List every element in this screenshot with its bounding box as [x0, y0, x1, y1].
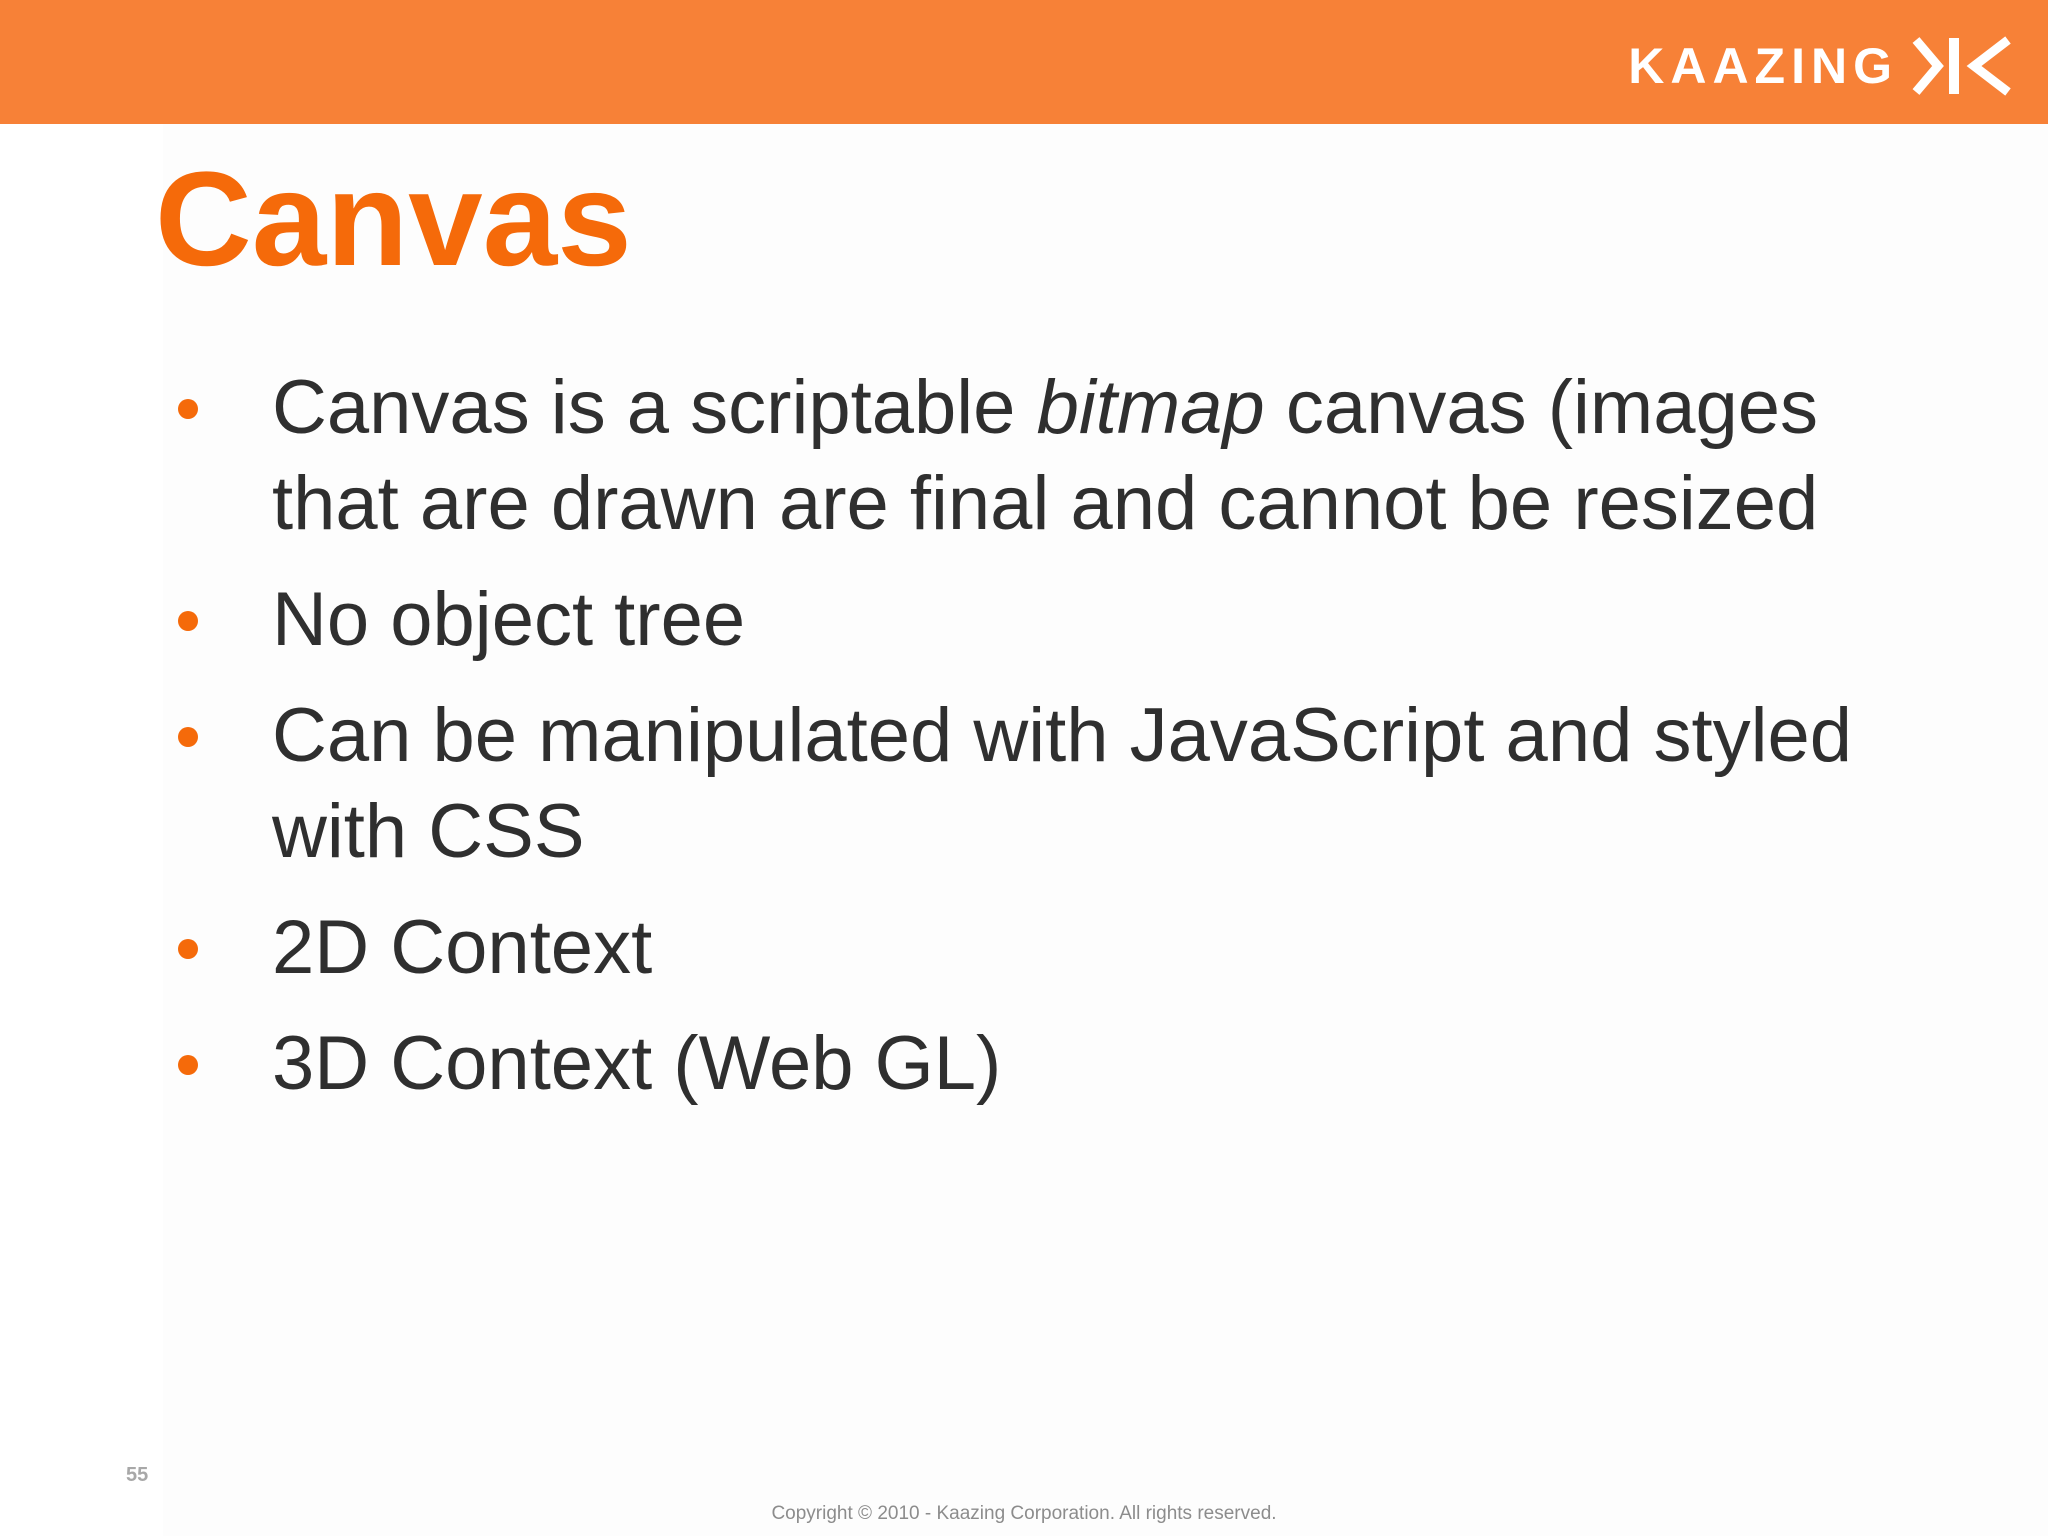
header-bar: [0, 0, 2048, 124]
bullet-text: [272, 572, 745, 668]
copyright-notice: Copyright © 2010 - Kaazing Corporation. All rights reserved.: [771, 1503, 1277, 1524]
bullet-list: [172, 360, 1932, 1132]
bullet-text-part: Canvas is a scriptable: [272, 365, 1037, 450]
slide-title: Canvas: [155, 145, 632, 294]
bullet-text-part: 2D Context: [272, 905, 653, 990]
bullet-emphasis: bitmap: [1036, 365, 1265, 450]
bullet-text-part: canvas (images that are drawn are final and cannot be resized: [272, 365, 1819, 546]
bullet-item: [172, 360, 1932, 552]
bullet-text-part: 3D Context (Web GL): [272, 1021, 1002, 1106]
logo-wordmark: KAAZING: [1628, 38, 1898, 94]
kaazing-logo: [1628, 36, 2012, 96]
bullet-text: [272, 360, 1932, 552]
bullet-text: [272, 1016, 1001, 1112]
bullet-text: [272, 688, 1932, 880]
bullet-marker: [178, 727, 198, 747]
bullet-marker: [178, 399, 198, 419]
bullet-marker: [178, 939, 198, 959]
bullet-marker: [178, 1055, 198, 1075]
bullet-item: [172, 572, 1932, 668]
bullet-item: [172, 900, 1932, 996]
slide-left-band: [0, 124, 163, 1536]
bullet-marker: [178, 611, 198, 631]
bullet-text: [272, 900, 652, 996]
kaazing-k-mark-icon: [1912, 36, 2012, 96]
bullet-text-part: No object tree: [272, 577, 746, 662]
page-number: 55: [126, 1464, 149, 1486]
bullet-item: [172, 688, 1932, 880]
bullet-item: [172, 1016, 1932, 1112]
bullet-text-part: Can be manipulated with JavaScript and styled with CSS: [272, 693, 1853, 874]
